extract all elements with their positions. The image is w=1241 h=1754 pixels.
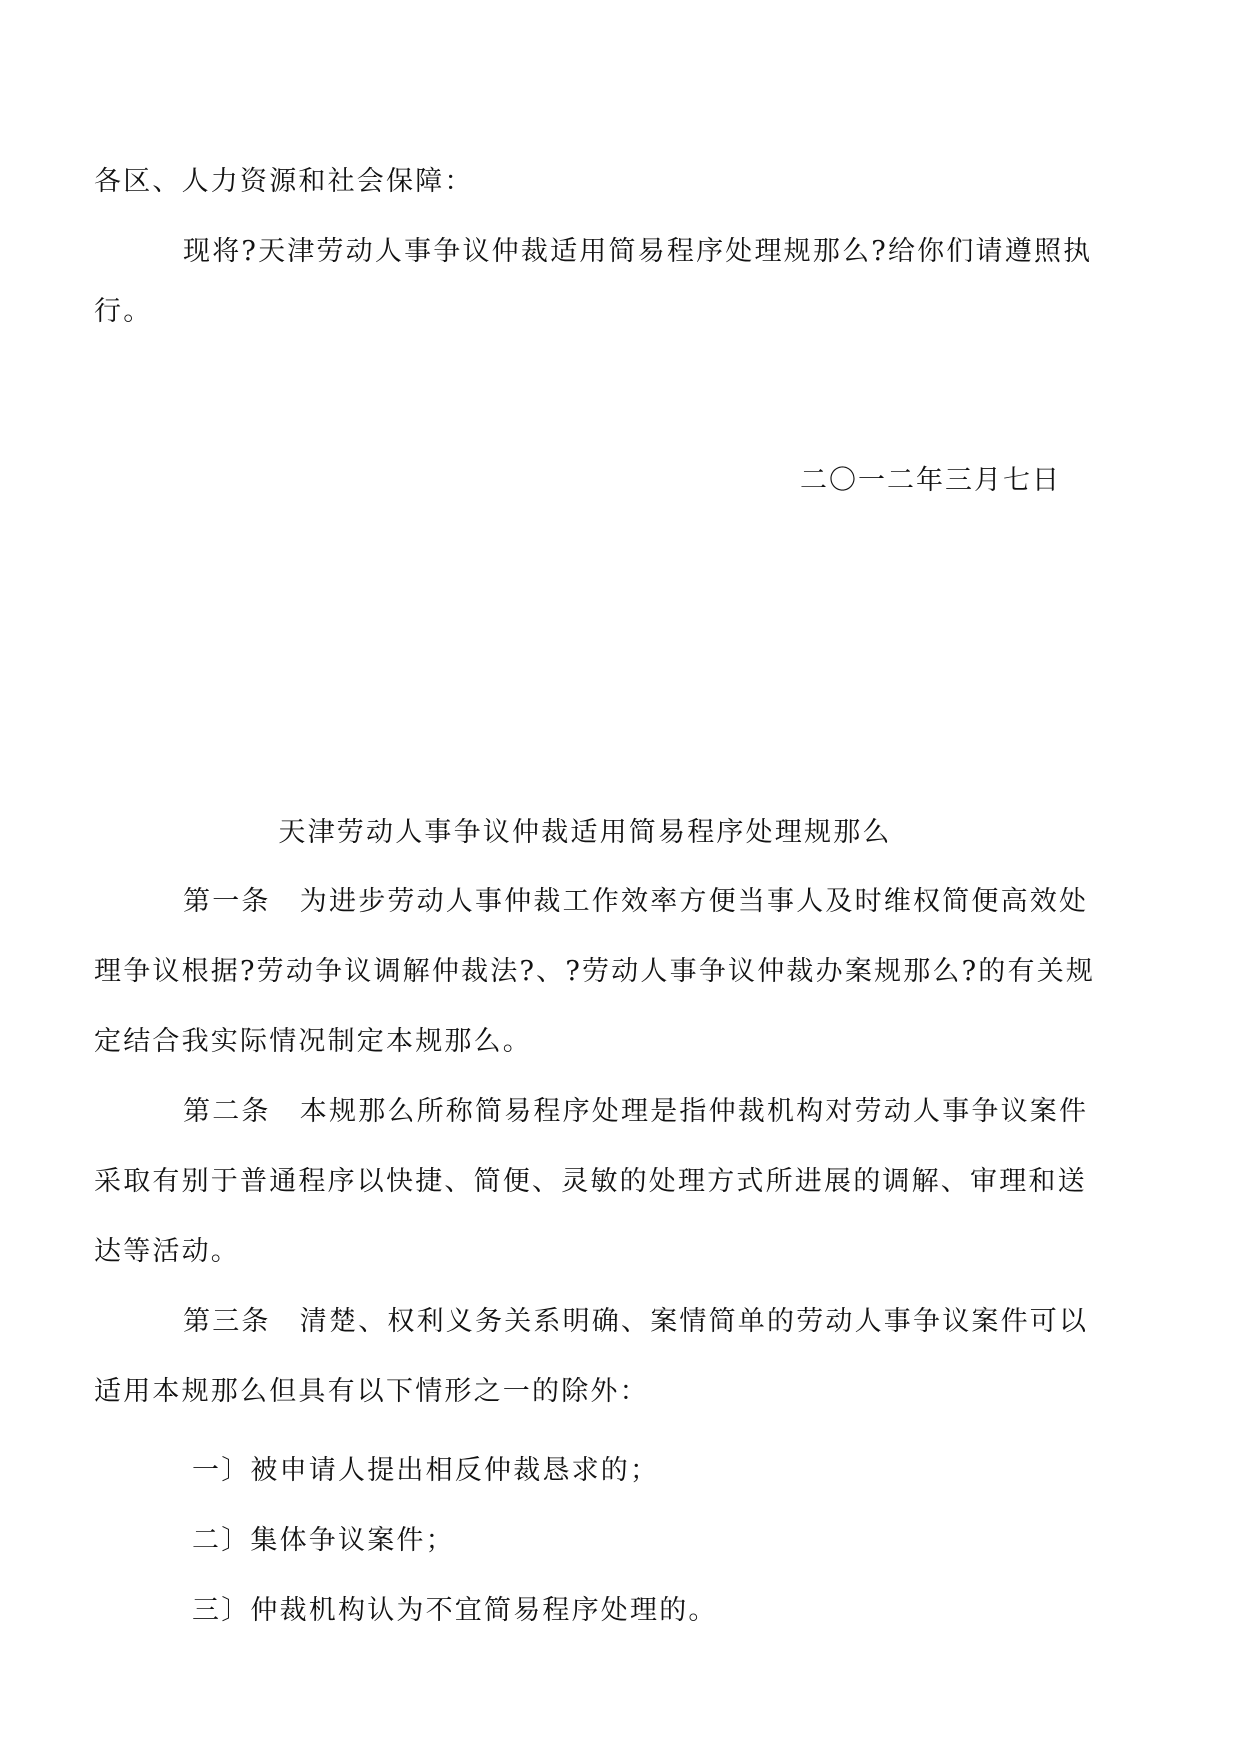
article-3-item-1: 一〕被申请人提出相反仲裁恳求的；: [192, 1455, 660, 1486]
article-2-line-1: 第二条 本规那么所称简易程序处理是指仲裁机构对劳动人事争议案件: [183, 1096, 1089, 1127]
article-3-line-2: 适用本规那么但具有以下情形之一的除外：: [94, 1376, 649, 1407]
article-3-item-2: 二〕集体争议案件；: [192, 1525, 455, 1556]
article-1-line-1: 第一条 为进步劳动人事仲裁工作效率方便当事人及时维权简便高效处: [183, 886, 1089, 917]
article-2-line-2: 采取有别于普通程序以快捷、简便、灵敏的处理方式所进展的调解、审理和送: [94, 1166, 1087, 1197]
article-3-item-3: 三〕仲裁机构认为不宜简易程序处理的。: [192, 1595, 718, 1626]
salutation: 各区、人力资源和社会保障：: [94, 166, 474, 197]
article-1-line-2: 理争议根据?劳动争议调解仲裁法?、?劳动人事争议仲裁办案规那么?的有关规: [94, 956, 1096, 987]
issue-date: 二〇一二年三月七日: [800, 465, 1061, 496]
notice-line-1: 现将?天津劳动人事争议仲裁适用简易程序处理规那么?给你们请遵照执: [183, 236, 1093, 267]
notice-line-2: 行。: [94, 296, 153, 327]
article-1-line-3: 定结合我实际情况制定本规那么。: [94, 1026, 532, 1057]
document-title: 天津劳动人事争议仲裁适用简易程序处理规那么: [278, 817, 892, 848]
article-3-line-1: 第三条 清楚、权利义务关系明确、案情简单的劳动人事争议案件可以: [183, 1306, 1089, 1337]
article-2-line-3: 达等活动。: [94, 1236, 240, 1267]
